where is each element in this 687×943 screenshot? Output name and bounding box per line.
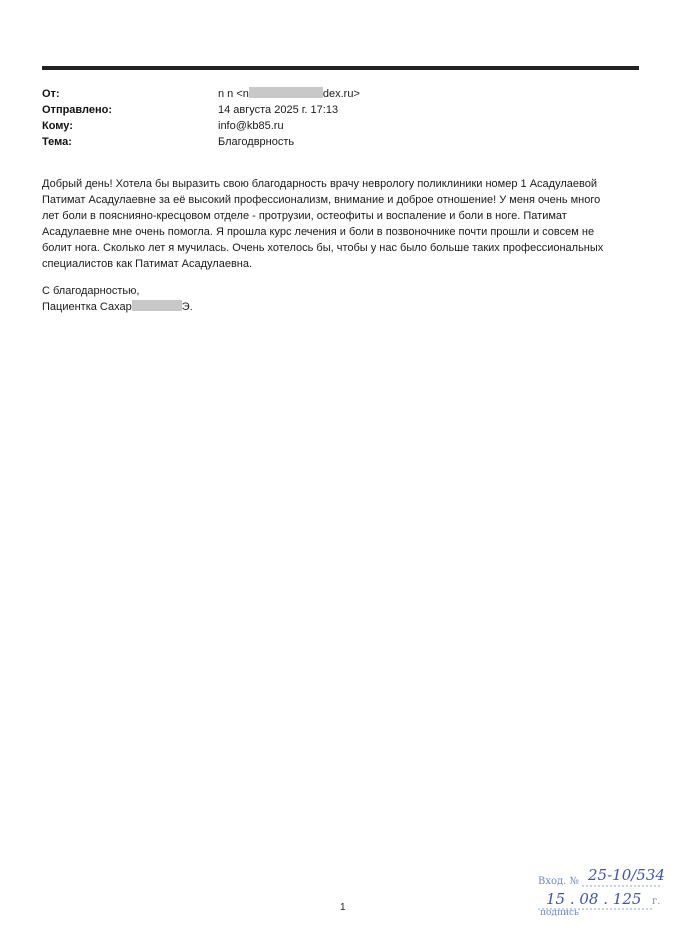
signoff-name-prefix: Пациентка Сахар: [42, 301, 132, 313]
from-value-prefix: n n <n: [218, 88, 249, 100]
body-line: специалистов как Патимат Асадулаевна.: [42, 258, 253, 270]
from-label: От:: [42, 88, 60, 100]
subject-value: Благодврность: [218, 136, 295, 148]
stamp-incoming-label: Вход. №: [538, 876, 579, 887]
incoming-registration-stamp: [532, 862, 665, 922]
body-line: Добрый день! Хотела бы выразить свою благодарность врачу неврологу поликлиники номер 1 Асадулаевой: [42, 178, 597, 190]
email-body: [42, 176, 642, 272]
stamp-date-value: 15 . 08 . 125: [546, 890, 642, 908]
sent-row: [42, 102, 642, 118]
subject-label: Тема:: [42, 136, 72, 148]
body-line: лет боли в поясниянo-кресцовом отделе - протрузии, остеофиты и воспаление и боли в ноге. Патимат: [42, 210, 567, 222]
signoff-greeting: С благодарностью,: [42, 285, 140, 297]
body-line: болит нога. Сколько лет я мучилась. Очень хотелось бы, чтобы у нас было больше таких профессиональных: [42, 242, 604, 254]
redacted-name-block: [132, 300, 182, 311]
from-value-suffix: dex.ru>: [322, 88, 360, 100]
to-label: Кому:: [42, 120, 73, 132]
page-number: 1: [340, 902, 346, 913]
subject-row: [42, 134, 642, 150]
signoff-name-suffix: Э.: [181, 301, 193, 313]
sent-label: Отправлено:: [42, 104, 113, 116]
stamp-number-underline: [582, 884, 662, 888]
from-value: [218, 86, 360, 102]
stamp-incoming-number: 25-10/534: [588, 866, 665, 884]
to-value: info@kb85.ru: [218, 120, 284, 132]
stamp-signature-label: подпись: [540, 908, 579, 918]
signoff: [42, 283, 193, 315]
body-line: Патимат Асадулаевне за её высокий профессионализм, внимание и доброе отношение! У меня очень много: [42, 194, 601, 206]
body-line: Асадулаевне мне очень помогла. Я прошла курс лечения и боли в позвоночнике почти прошли и совсем не: [42, 226, 595, 238]
stamp-date-suffix: г.: [652, 896, 661, 907]
redacted-email-block: [249, 87, 323, 98]
to-row: [42, 118, 642, 134]
header-divider: [42, 66, 639, 70]
sent-value: 14 августа 2025 г. 17:13: [218, 104, 339, 116]
signoff-name: [42, 299, 193, 315]
email-header: [42, 86, 642, 150]
from-row: [42, 86, 642, 102]
